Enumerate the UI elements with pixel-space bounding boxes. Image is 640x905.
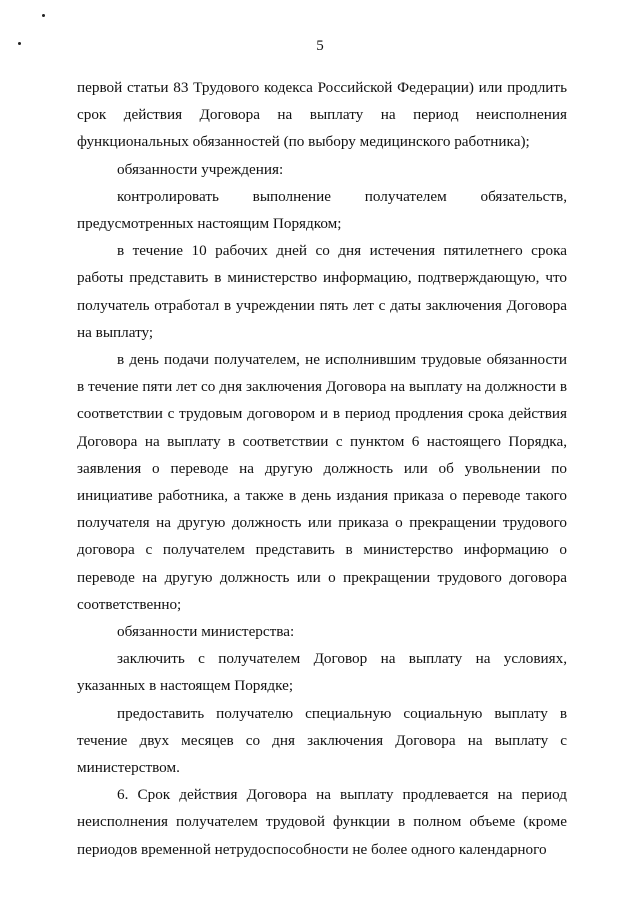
document-body (77, 74, 567, 863)
paragraph: в течение 10 рабочих дней со дня истечения пятилетнего срока работы представить в министерство информацию, подтверждающую, что получатель отработал в учреждении пять лет с даты заключения Договора на выплату; (77, 242, 567, 341)
paragraph: обязанности учреждения: (117, 160, 284, 178)
scan-speck (42, 14, 45, 17)
paragraph: обязанности министерства: (117, 623, 295, 641)
paragraph: 6. Срок действия Договора на выплату продлевается на период неисполнения получателем трудовой функции в полном объеме (кроме периодов временной нетрудоспособности не более одного календарного (77, 786, 567, 858)
paragraph: предоставить получателю специальную социальную выплату в течение двух месяцев со дня заключения Договора на выплату с министерством. (77, 704, 567, 777)
paragraph: контролировать выполнение получателем обязательств, предусмотренных настоящим Порядком; (77, 187, 567, 233)
paragraph: первой статьи 83 Трудового кодекса Российской Федерации) или продлить срок действия Договора на выплату на период неисполнения функциональных обязанностей (по выбору медицинского работника); (77, 79, 567, 151)
paragraph: заключить с получателем Договор на выплату на условиях, указанных в настоящем Порядке; (77, 650, 567, 695)
paragraph: в день подачи получателем, не исполнившим трудовые обязанности в течение пяти лет со дня заключения Договора на выплату на должности в соответствии с трудовым договором и в период продления срока действия Договора на выплату в соответствии с пунктом 6 настоящего Порядка, заявления о переводе на другую должность или об увольнении по инициативе работника, а также в день издания приказа о переводе такого получателя на другую должность или приказа о прекращении трудового договора с получателем представить в министерство информацию о переводе на другую должность или о прекращении трудового договора соответственно; (77, 351, 567, 613)
page-number: 5 (316, 38, 324, 54)
